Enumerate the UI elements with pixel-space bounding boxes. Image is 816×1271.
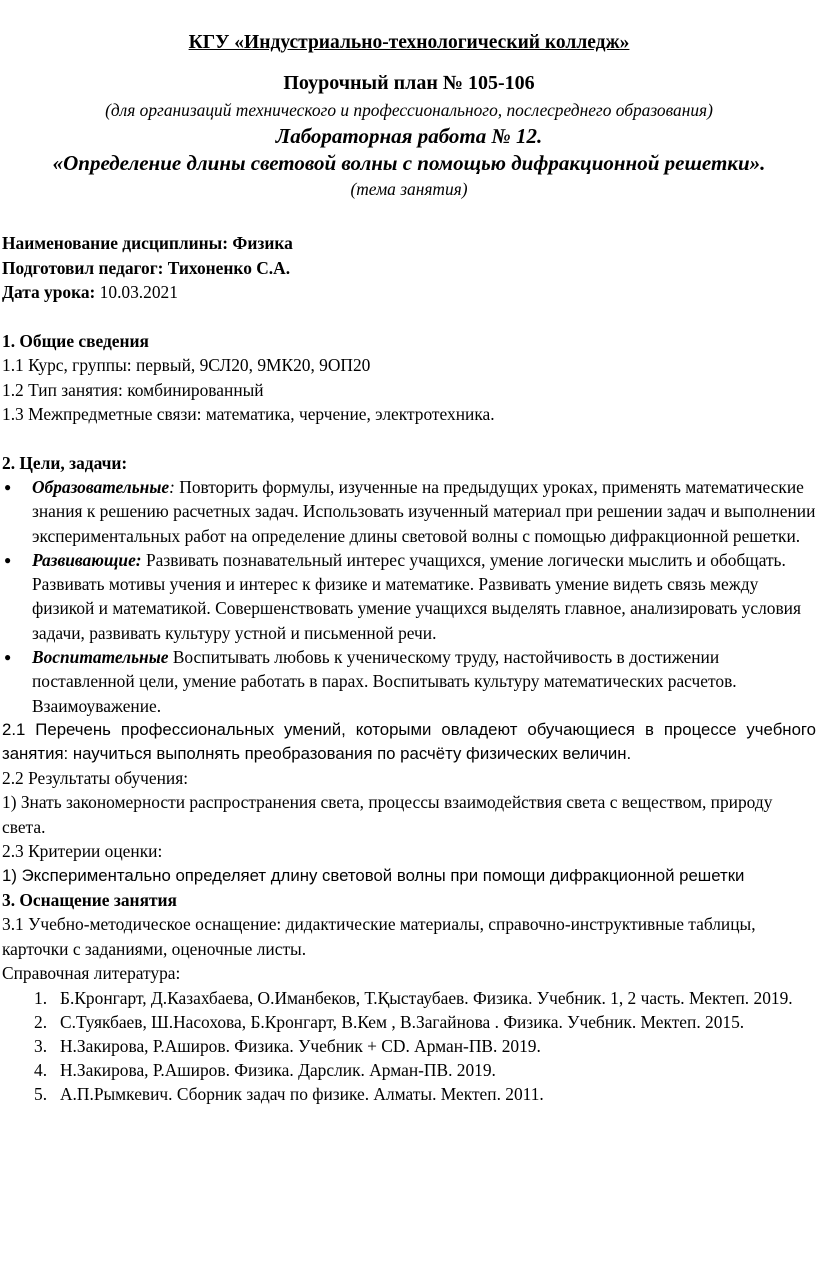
bullet-icon: ● xyxy=(4,552,12,567)
goal-text: Развивать познавательный интерес учащихся, умение логически мыслить и обобщать. Развивать мотивы учения и интерес к физике и математике. Развивать умение видеть связь между физикой и математикой. Совершенствовать умение учащихся выделять главное, анализировать условия задачи, развивать культуру устной и письменной речи. xyxy=(32,549,801,643)
goal-label: Воспитательные xyxy=(32,647,169,668)
bullet-icon: ● xyxy=(4,480,12,494)
equipment-heading: 3. Оснащение занятия xyxy=(2,889,177,910)
ref-number: 1. xyxy=(34,987,48,1008)
ref-text: Н.Закирова, Р.Аширов. Физика. Учебник + CD. Арман-ПВ. 2019. xyxy=(60,1035,541,1056)
goals-section xyxy=(2,451,816,888)
ref-number: 3. xyxy=(34,1035,48,1056)
lesson-type-line: 1.2 Тип занятия: комбинированный xyxy=(2,379,264,400)
ref-number: 2. xyxy=(34,1011,48,1032)
goal-label: Образовательные xyxy=(32,477,170,497)
criteria-heading: 2.3 Критерии оценки: xyxy=(2,841,163,862)
list-item xyxy=(2,1010,816,1034)
goal-text: Воспитывать любовь к ученическому труду, настойчивость в достижении поставленной цели, умение работать в парах. Воспитывать культуру математических расчетов. Взаимоуважение. xyxy=(32,647,737,716)
general-section xyxy=(2,329,816,427)
ref-text: Н.Закирова, Р.Аширов. Физика. Дарслик. Арман-ПВ. 2019. xyxy=(60,1059,496,1080)
ref-text: Б.Кронгарт, Д.Казахбаева, О.Иманбеков, Т.Қыстаубаев. Физика. Учебник. 1, 2 часть. Мектеп. 2019. xyxy=(60,987,793,1008)
topic-note: (тема занятия) xyxy=(350,179,468,199)
list-item xyxy=(2,1082,816,1106)
lesson-meta xyxy=(2,231,816,305)
professional-skills: 2.1 Перечень профессиональных умений, которыми овладеют обучающиеся в процессе учебного занятия: научиться выполнять преобразования по расчёту физических величин. xyxy=(2,719,816,763)
ref-number: 5. xyxy=(34,1083,48,1104)
list-item xyxy=(2,1058,816,1082)
ref-text: С.Туякбаев, Ш.Насохова, Б.Кронгарт, В.Кем , В.Загайнова . Физика. Учебник. Мектеп. 2015. xyxy=(60,1011,745,1032)
interdisciplinary-line: 1.3 Межпредметные связи: математика, черчение, электротехника. xyxy=(2,404,495,424)
date-line xyxy=(2,280,816,305)
goal-separator: : xyxy=(169,477,175,497)
discipline-line: Наименование дисциплины: Физика xyxy=(2,233,293,253)
organization-note: (для организаций технического и профессионального, послесреднего образования) xyxy=(105,100,713,120)
plan-title: Поурочный план № 105-106 xyxy=(283,72,535,94)
list-item xyxy=(2,1034,816,1058)
methodical-equipment: 3.1 Учебно-методическое оснащение: дидактические материалы, справочно-инструктивные таблицы, карточки с заданиями, оценочные листы. xyxy=(2,914,756,959)
general-heading: 1. Общие сведения xyxy=(2,330,149,351)
goals-list xyxy=(2,475,816,718)
course-line: 1.1 Курс, группы: первый, 9СЛ20, 9МК20, 9ОП20 xyxy=(2,355,371,375)
list-item xyxy=(2,548,816,645)
literature-list xyxy=(2,986,816,1106)
list-item xyxy=(2,986,816,1010)
teacher-line: Подготовил педагог: Тихоненко С.А. xyxy=(2,257,291,278)
results-text: 1) Знать закономерности распространения света, процессы взаимодействия света с веществом, природу света. xyxy=(2,792,773,837)
list-item xyxy=(2,645,816,718)
goal-label: Развивающие: xyxy=(32,549,142,570)
lab-work-title: Лабораторная работа № 12. xyxy=(275,124,543,148)
results-heading: 2.2 Результаты обучения: xyxy=(2,767,189,788)
college-name: КГУ «Индустриально-технологический колледж» xyxy=(188,32,630,53)
goals-heading: 2. Цели, задачи: xyxy=(2,452,128,473)
bullet-icon: ● xyxy=(4,650,12,665)
date-value: 10.03.2021 xyxy=(95,282,178,302)
goal-text: Повторить формулы, изученные на предыдущих уроках, применять математические знания к решению расчетных задач. Использовать изученный материал при решении задач и выполнении экспериментальных работ на определение длины световой волны с помощью дифракционной решетки. xyxy=(32,477,816,546)
date-label: Дата урока: xyxy=(2,282,96,302)
ref-number: 4. xyxy=(34,1059,48,1080)
equipment-section xyxy=(2,888,816,1106)
list-item xyxy=(2,475,816,548)
lesson-topic: «Определение длины световой волны с помощью дифракционной решетки». xyxy=(52,151,766,175)
literature-heading: Справочная литература: xyxy=(2,963,181,984)
ref-text: А.П.Рымкевич. Сборник задач по физике. Алматы. Мектеп. 2011. xyxy=(60,1083,544,1104)
criteria-text: 1) Экспериментально определяет длину световой волны при помощи дифракционной решетки xyxy=(2,865,745,885)
